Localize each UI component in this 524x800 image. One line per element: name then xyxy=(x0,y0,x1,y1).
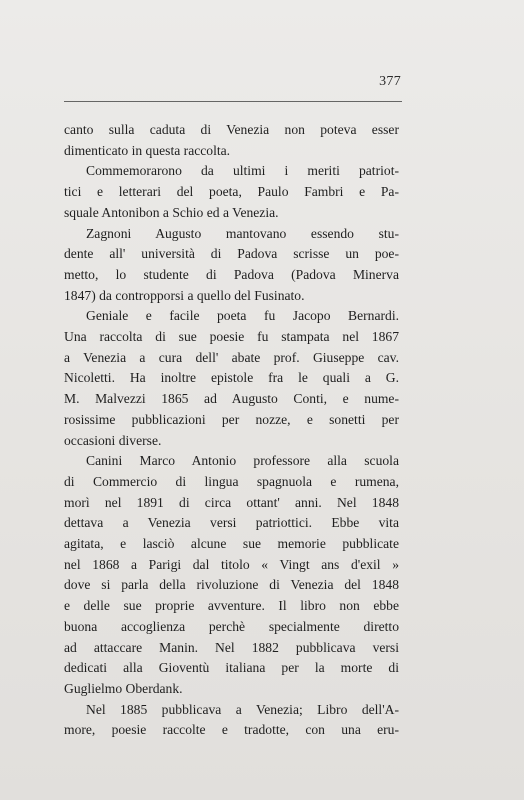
text-line: dente all' università di Padova scrisse un poe- xyxy=(64,246,399,262)
text-line: Zagnoni Augusto mantovano essendo stu- xyxy=(86,225,399,241)
text-line: agitata, e lasciò alcune sue memorie pubblicate xyxy=(64,536,399,552)
text-line: M. Malvezzi 1865 ad Augusto Conti, e nume- xyxy=(64,391,399,407)
text-line: dimenticato in questa raccolta. xyxy=(64,142,231,158)
text-line: buona accoglienza perchè specialmente diretto xyxy=(64,618,399,634)
text-line: metto, lo studente di Padova (Padova Minerva xyxy=(64,266,399,282)
page-number: 377 xyxy=(379,74,401,89)
text-line: nel 1868 a Parigi dal titolo « Vingt ans d'exil » xyxy=(64,556,399,572)
text-line: occasioni diverse. xyxy=(64,432,162,448)
text-line: dedicati alla Gioventù italiana per la morte di xyxy=(64,660,399,676)
text-line: di Commercio di lingua spagnuola e rumena, xyxy=(64,473,399,489)
text-line: morì nel 1891 di circa ottant' anni. Nel 1848 xyxy=(64,494,399,510)
text-line: a Venezia a cura dell' abate prof. Giuseppe cav. xyxy=(64,349,399,365)
text-line: Una raccolta di sue poesie fu stampata nel 1867 xyxy=(64,329,399,345)
text-line: ad attaccare Manin. Nel 1882 pubblicava versi xyxy=(64,639,399,655)
text-line: Nicoletti. Ha inoltre epistole fra le quali a G. xyxy=(64,370,399,386)
body-text xyxy=(64,120,399,741)
text-line: squale Antonibon a Schio ed a Venezia. xyxy=(64,204,279,220)
text-line: Commemorarono da ultimi i meriti patriot- xyxy=(86,163,399,179)
text-line: canto sulla caduta di Venezia non poteva esser xyxy=(64,122,399,137)
text-line: e delle sue proprie avventure. Il libro non ebbe xyxy=(64,598,399,614)
text-line: Nel 1885 pubblicava a Venezia; Libro dell'A- xyxy=(86,701,399,717)
text-line: Guglielmo Oberdank. xyxy=(64,680,183,696)
text-line: 1847) da contropporsi a quello del Fusinato. xyxy=(64,287,305,303)
text-line: rosissime pubblicazioni per nozze, e sonetti per xyxy=(64,411,399,427)
text-line: Geniale e facile poeta fu Jacopo Bernardi. xyxy=(86,308,399,324)
text-line: tici e letterari del poeta, Paulo Fambri e Pa- xyxy=(64,184,399,200)
text-line: more, poesie raccolte e tradotte, con una eru- xyxy=(64,722,399,738)
header-rule xyxy=(64,101,402,102)
text-line: dove si parla della rivoluzione di Venezia del 1848 xyxy=(64,577,399,593)
text-line: Canini Marco Antonio professore alla scuola xyxy=(86,453,399,469)
text-line: dettava a Venezia versi patriottici. Ebbe vita xyxy=(64,515,399,531)
